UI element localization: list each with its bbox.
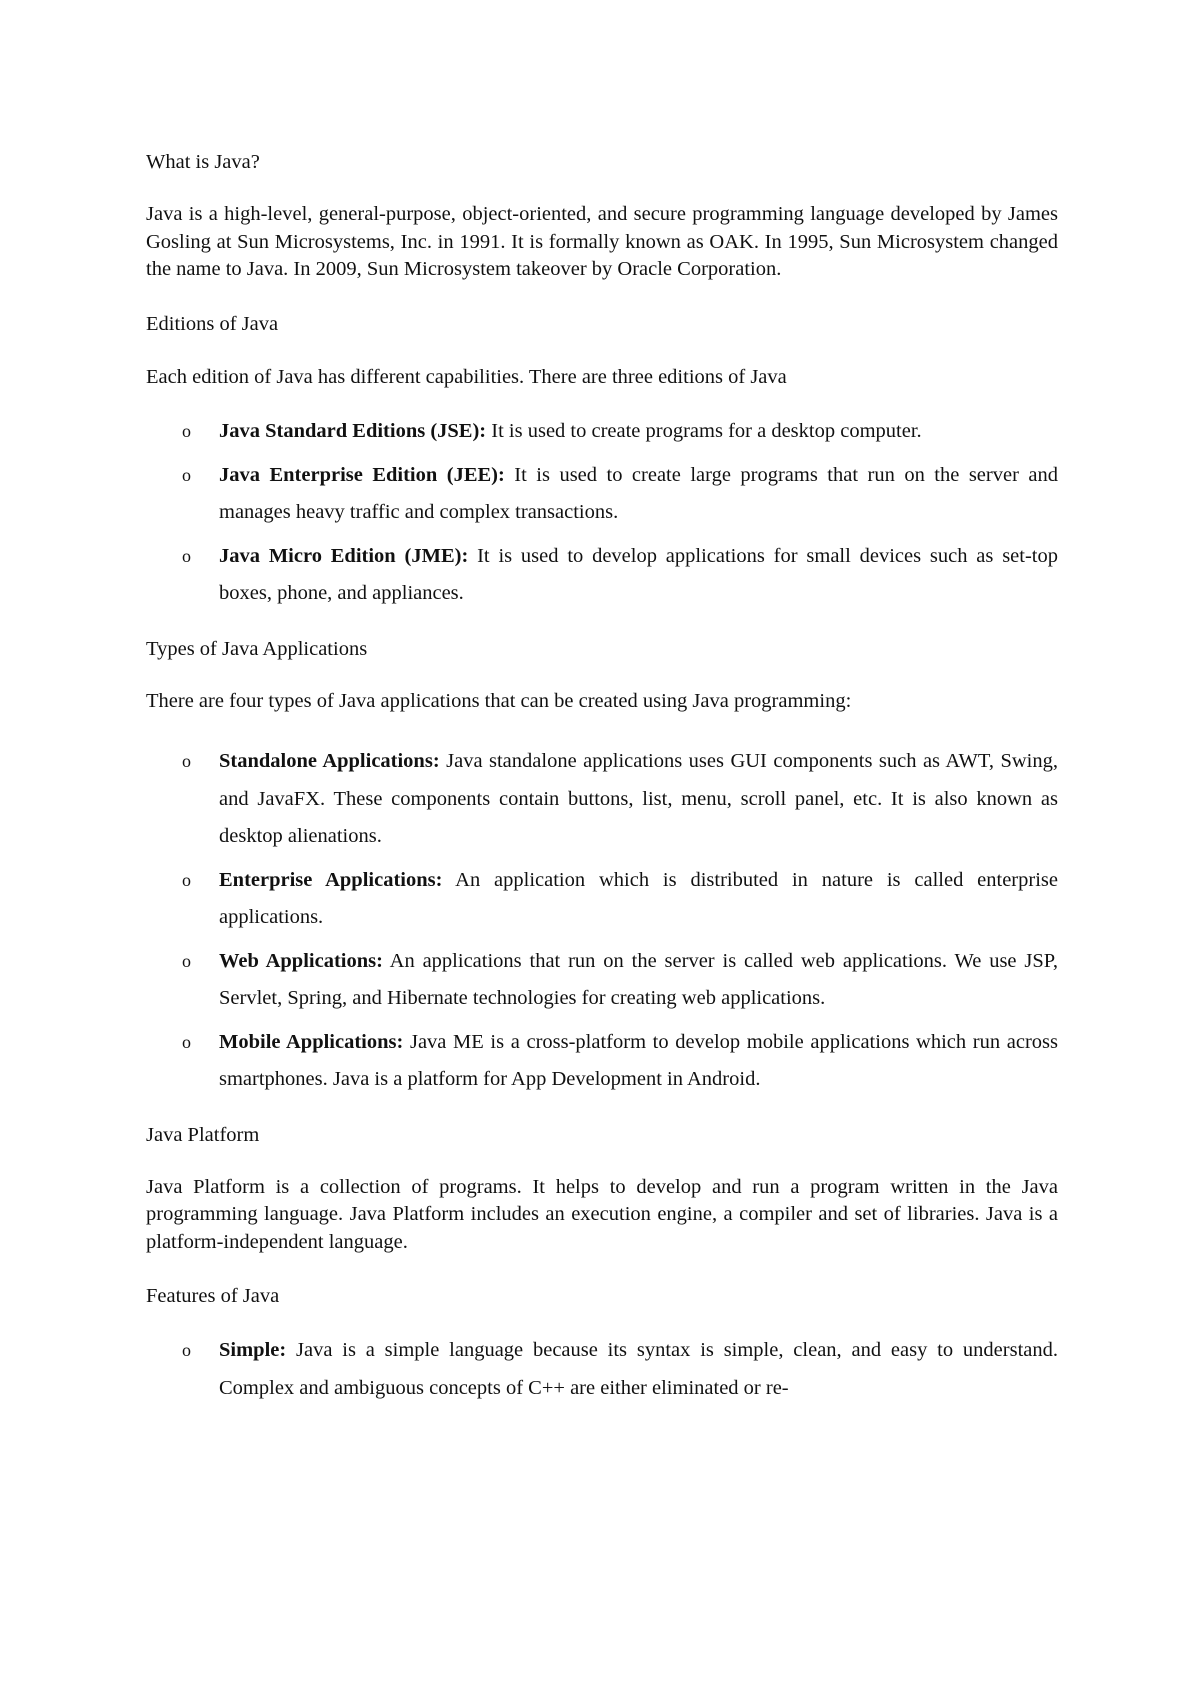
heading-java-platform: Java Platform [146, 1123, 260, 1146]
list-item-text: It is used to create programs for a desktop computer. [486, 420, 922, 442]
list-item-term: Java Micro Edition (JME): [219, 544, 469, 567]
bullet-icon: o [182, 1031, 191, 1052]
list-item-term: Web Applications: [219, 949, 383, 972]
bullet-icon: o [182, 464, 191, 485]
list-item-term: Java Standard Editions (JSE): [219, 420, 487, 442]
document-page [146, 148, 1058, 1407]
list-item [146, 862, 1058, 937]
bullet-icon: o [182, 421, 191, 441]
list-item-text: An applications that run on the server is called web applications. We use JSP, Servlet, Spring, and Hibernate technologies for creating web applications. [219, 949, 1059, 1009]
list-item-term: Mobile Applications: [219, 1030, 404, 1053]
list-item-text: It is used to develop applications for small devices such as set-top boxes, phone, and appliances. [219, 544, 1058, 604]
list-item [146, 457, 1058, 532]
list-item [146, 743, 1058, 856]
list-item [146, 1024, 1058, 1099]
bullet-icon: o [182, 751, 191, 771]
list-item-text: An application which is distributed in nature is called enterprise applications. [219, 868, 1058, 928]
heading-features-of-java: Features of Java [146, 1285, 280, 1307]
list-item-term: Simple: [219, 1339, 287, 1361]
heading-what-is-java: What is Java? [146, 151, 260, 173]
heading-editions-of-java: Editions of Java [146, 312, 279, 335]
paragraph-java-platform: Java Platform is a collection of programs. It helps to develop and run a program written in the Java programming language. Java Platform includes an execution engine, a compiler and set of libraries. Java is a platform-independent language. [146, 1175, 1058, 1253]
heading-types-of-java-applications: Types of Java Applications [146, 637, 368, 660]
list-item [146, 413, 1058, 451]
features-list [146, 1332, 1058, 1407]
list-item-text: Java is a simple language because its syntax is simple, clean, and easy to understand. Complex and ambiguous concepts of C++ are either eliminated or re- [219, 1339, 1058, 1399]
list-item [146, 1332, 1058, 1407]
paragraph-what-is-java: Java is a high-level, general-purpose, object-oriented, and secure programming language developed by James Gosling at Sun Microsystems, Inc. in 1991. It is formally known as OAK. In 1995, Sun Microsystem changed the name to Java. In 2009, Sun Microsystem takeover by Oracle Corporation. [146, 203, 1058, 280]
bullet-icon: o [182, 869, 191, 890]
bullet-icon: o [182, 950, 191, 971]
list-item-text: Java standalone applications uses GUI components such as AWT, Swing, and JavaFX. These components contain buttons, list, menu, scroll panel, etc. It is also known as desktop alienations. [219, 750, 1058, 847]
paragraph-editions-of-java: Each edition of Java has different capabilities. There are three editions of Java [146, 365, 787, 388]
list-item-text: It is used to create large programs that run on the server and manages heavy traffic and complex transactions. [219, 463, 1058, 523]
bullet-icon: o [182, 545, 191, 566]
list-item-term: Enterprise Applications: [219, 868, 443, 891]
list-item-term: Java Enterprise Edition (JEE): [219, 463, 505, 486]
list-item-text: Java ME is a cross-platform to develop mobile applications which run across smartphones. Java is a platform for App Development in Android. [219, 1030, 1058, 1090]
list-item [146, 943, 1058, 1018]
paragraph-types-of-java-applications: There are four types of Java applications that can be created using Java programming: [146, 689, 852, 712]
bullet-icon: o [182, 1340, 191, 1360]
editions-list [146, 413, 1058, 613]
list-item [146, 538, 1058, 613]
application-types-list [146, 743, 1058, 1099]
list-item-term: Standalone Applications: [219, 750, 440, 772]
